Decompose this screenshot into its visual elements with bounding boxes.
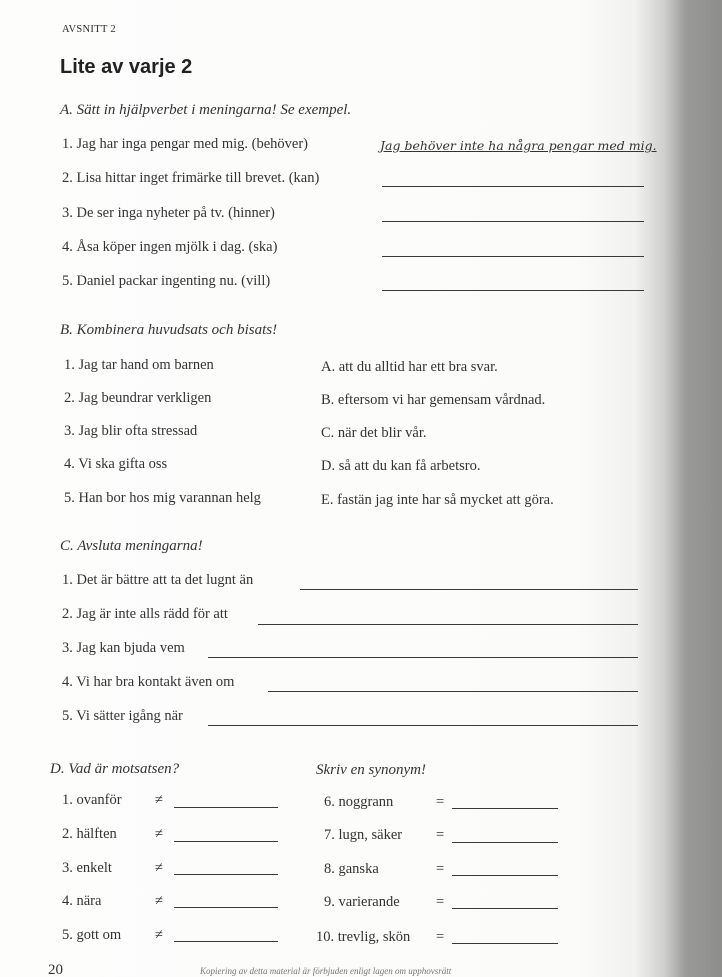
opposite-answer-line-2[interactable] xyxy=(174,841,278,842)
part-b-right-a: A. att du alltid har ett bra svar. xyxy=(321,359,498,375)
synonym-word-6: 6. noggrann xyxy=(324,794,394,810)
not-equal-symbol: ≠ xyxy=(155,826,163,842)
part-c-item-4: 4. Vi har bra kontakt även om xyxy=(62,674,235,690)
part-b-left-5: 5. Han bor hos mig varannan helg xyxy=(64,490,261,506)
part-a-answer-line-3[interactable] xyxy=(382,221,644,222)
part-c-item-5: 5. Vi sätter igång när xyxy=(62,708,183,724)
part-d-synonym-instruction: Skriv en synonym! xyxy=(316,762,426,778)
opposite-word-2: 2. hälften xyxy=(62,826,117,842)
synonym-word-9: 9. varierande xyxy=(324,894,400,910)
opposite-answer-line-4[interactable] xyxy=(174,907,278,908)
equals-symbol: = xyxy=(436,827,445,843)
part-a-example-answer: Jag behöver inte ha några pengar med mig. xyxy=(380,138,657,153)
synonym-answer-line-7[interactable] xyxy=(452,842,558,843)
part-a-item-4: 4. Åsa köper ingen mjölk i dag. (ska) xyxy=(62,239,278,255)
opposite-answer-line-3[interactable] xyxy=(174,874,278,875)
part-b-left-2: 2. Jag beundrar verkligen xyxy=(64,390,212,406)
part-b-instruction: B. Kombinera huvudsats och bisats! xyxy=(60,322,278,338)
part-c-item-1: 1. Det är bättre att ta det lugnt än xyxy=(62,572,254,588)
part-c-answer-line-5[interactable] xyxy=(208,725,638,726)
opposite-word-5: 5. gott om xyxy=(62,927,122,943)
not-equal-symbol: ≠ xyxy=(155,893,163,909)
copyright-note: Kopiering av detta material är förbjuden enligt lagen om upphovsrätt xyxy=(200,966,452,976)
part-c-answer-line-2[interactable] xyxy=(258,624,638,625)
part-a-instruction: A. Sätt in hjälpverbet i meningarna! Se exempel. xyxy=(60,102,352,118)
not-equal-symbol: ≠ xyxy=(155,860,163,876)
not-equal-symbol: ≠ xyxy=(155,927,163,943)
equals-symbol: = xyxy=(436,794,445,810)
section-tag: AVSNITT 2 xyxy=(62,24,116,35)
part-b-right-b: B. eftersom vi har gemensam vårdnad. xyxy=(321,392,546,408)
part-a-answer-line-4[interactable] xyxy=(382,256,644,257)
opposite-answer-line-5[interactable] xyxy=(174,941,278,942)
synonym-answer-line-9[interactable] xyxy=(452,908,558,909)
part-a-answer-line-5[interactable] xyxy=(382,290,644,291)
part-a-answer-line-2[interactable] xyxy=(382,186,644,187)
equals-symbol: = xyxy=(436,861,445,877)
part-b-left-4: 4. Vi ska gifta oss xyxy=(64,456,168,472)
part-b-left-1: 1. Jag tar hand om barnen xyxy=(64,357,214,373)
part-d-instruction: D. Vad är motsatsen? xyxy=(50,761,180,777)
part-a-item-3: 3. De ser inga nyheter på tv. (hinner) xyxy=(62,205,275,221)
page-title: Lite av varje 2 xyxy=(60,56,193,78)
equals-symbol: = xyxy=(436,929,445,945)
part-a-item-2: 2. Lisa hittar inget frimärke till brevet. (kan) xyxy=(62,170,320,186)
synonym-answer-line-6[interactable] xyxy=(452,808,558,809)
opposite-word-1: 1. ovanför xyxy=(62,792,122,808)
opposite-word-3: 3. enkelt xyxy=(62,860,112,876)
equals-symbol: = xyxy=(436,894,445,910)
part-c-item-3: 3. Jag kan bjuda vem xyxy=(62,640,185,656)
synonym-word-10: 10. trevlig, skön xyxy=(316,929,411,945)
synonym-answer-line-8[interactable] xyxy=(452,875,558,876)
part-b-right-d: D. så att du kan få arbetsro. xyxy=(321,458,481,474)
part-c-item-2: 2. Jag är inte alls rädd för att xyxy=(62,606,228,622)
synonym-answer-line-10[interactable] xyxy=(452,943,558,944)
part-c-instruction: C. Avsluta meningarna! xyxy=(60,538,203,554)
page-number: 20 xyxy=(48,962,63,977)
part-a-item-5: 5. Daniel packar ingenting nu. (vill) xyxy=(62,273,271,289)
part-c-answer-line-1[interactable] xyxy=(300,589,638,590)
synonym-word-7: 7. lugn, säker xyxy=(324,827,403,843)
part-b-right-c: C. när det blir vår. xyxy=(321,425,427,441)
not-equal-symbol: ≠ xyxy=(155,792,163,808)
part-c-answer-line-3[interactable] xyxy=(208,657,638,658)
part-b-left-3: 3. Jag blir ofta stressad xyxy=(64,423,198,439)
opposite-answer-line-1[interactable] xyxy=(174,807,278,808)
part-c-answer-line-4[interactable] xyxy=(268,691,638,692)
part-b-right-e: E. fastän jag inte har så mycket att göra. xyxy=(321,492,554,508)
synonym-word-8: 8. ganska xyxy=(324,861,379,877)
opposite-word-4: 4. nära xyxy=(62,893,102,909)
part-a-item-1: 1. Jag har inga pengar med mig. (behöver) xyxy=(62,136,309,152)
